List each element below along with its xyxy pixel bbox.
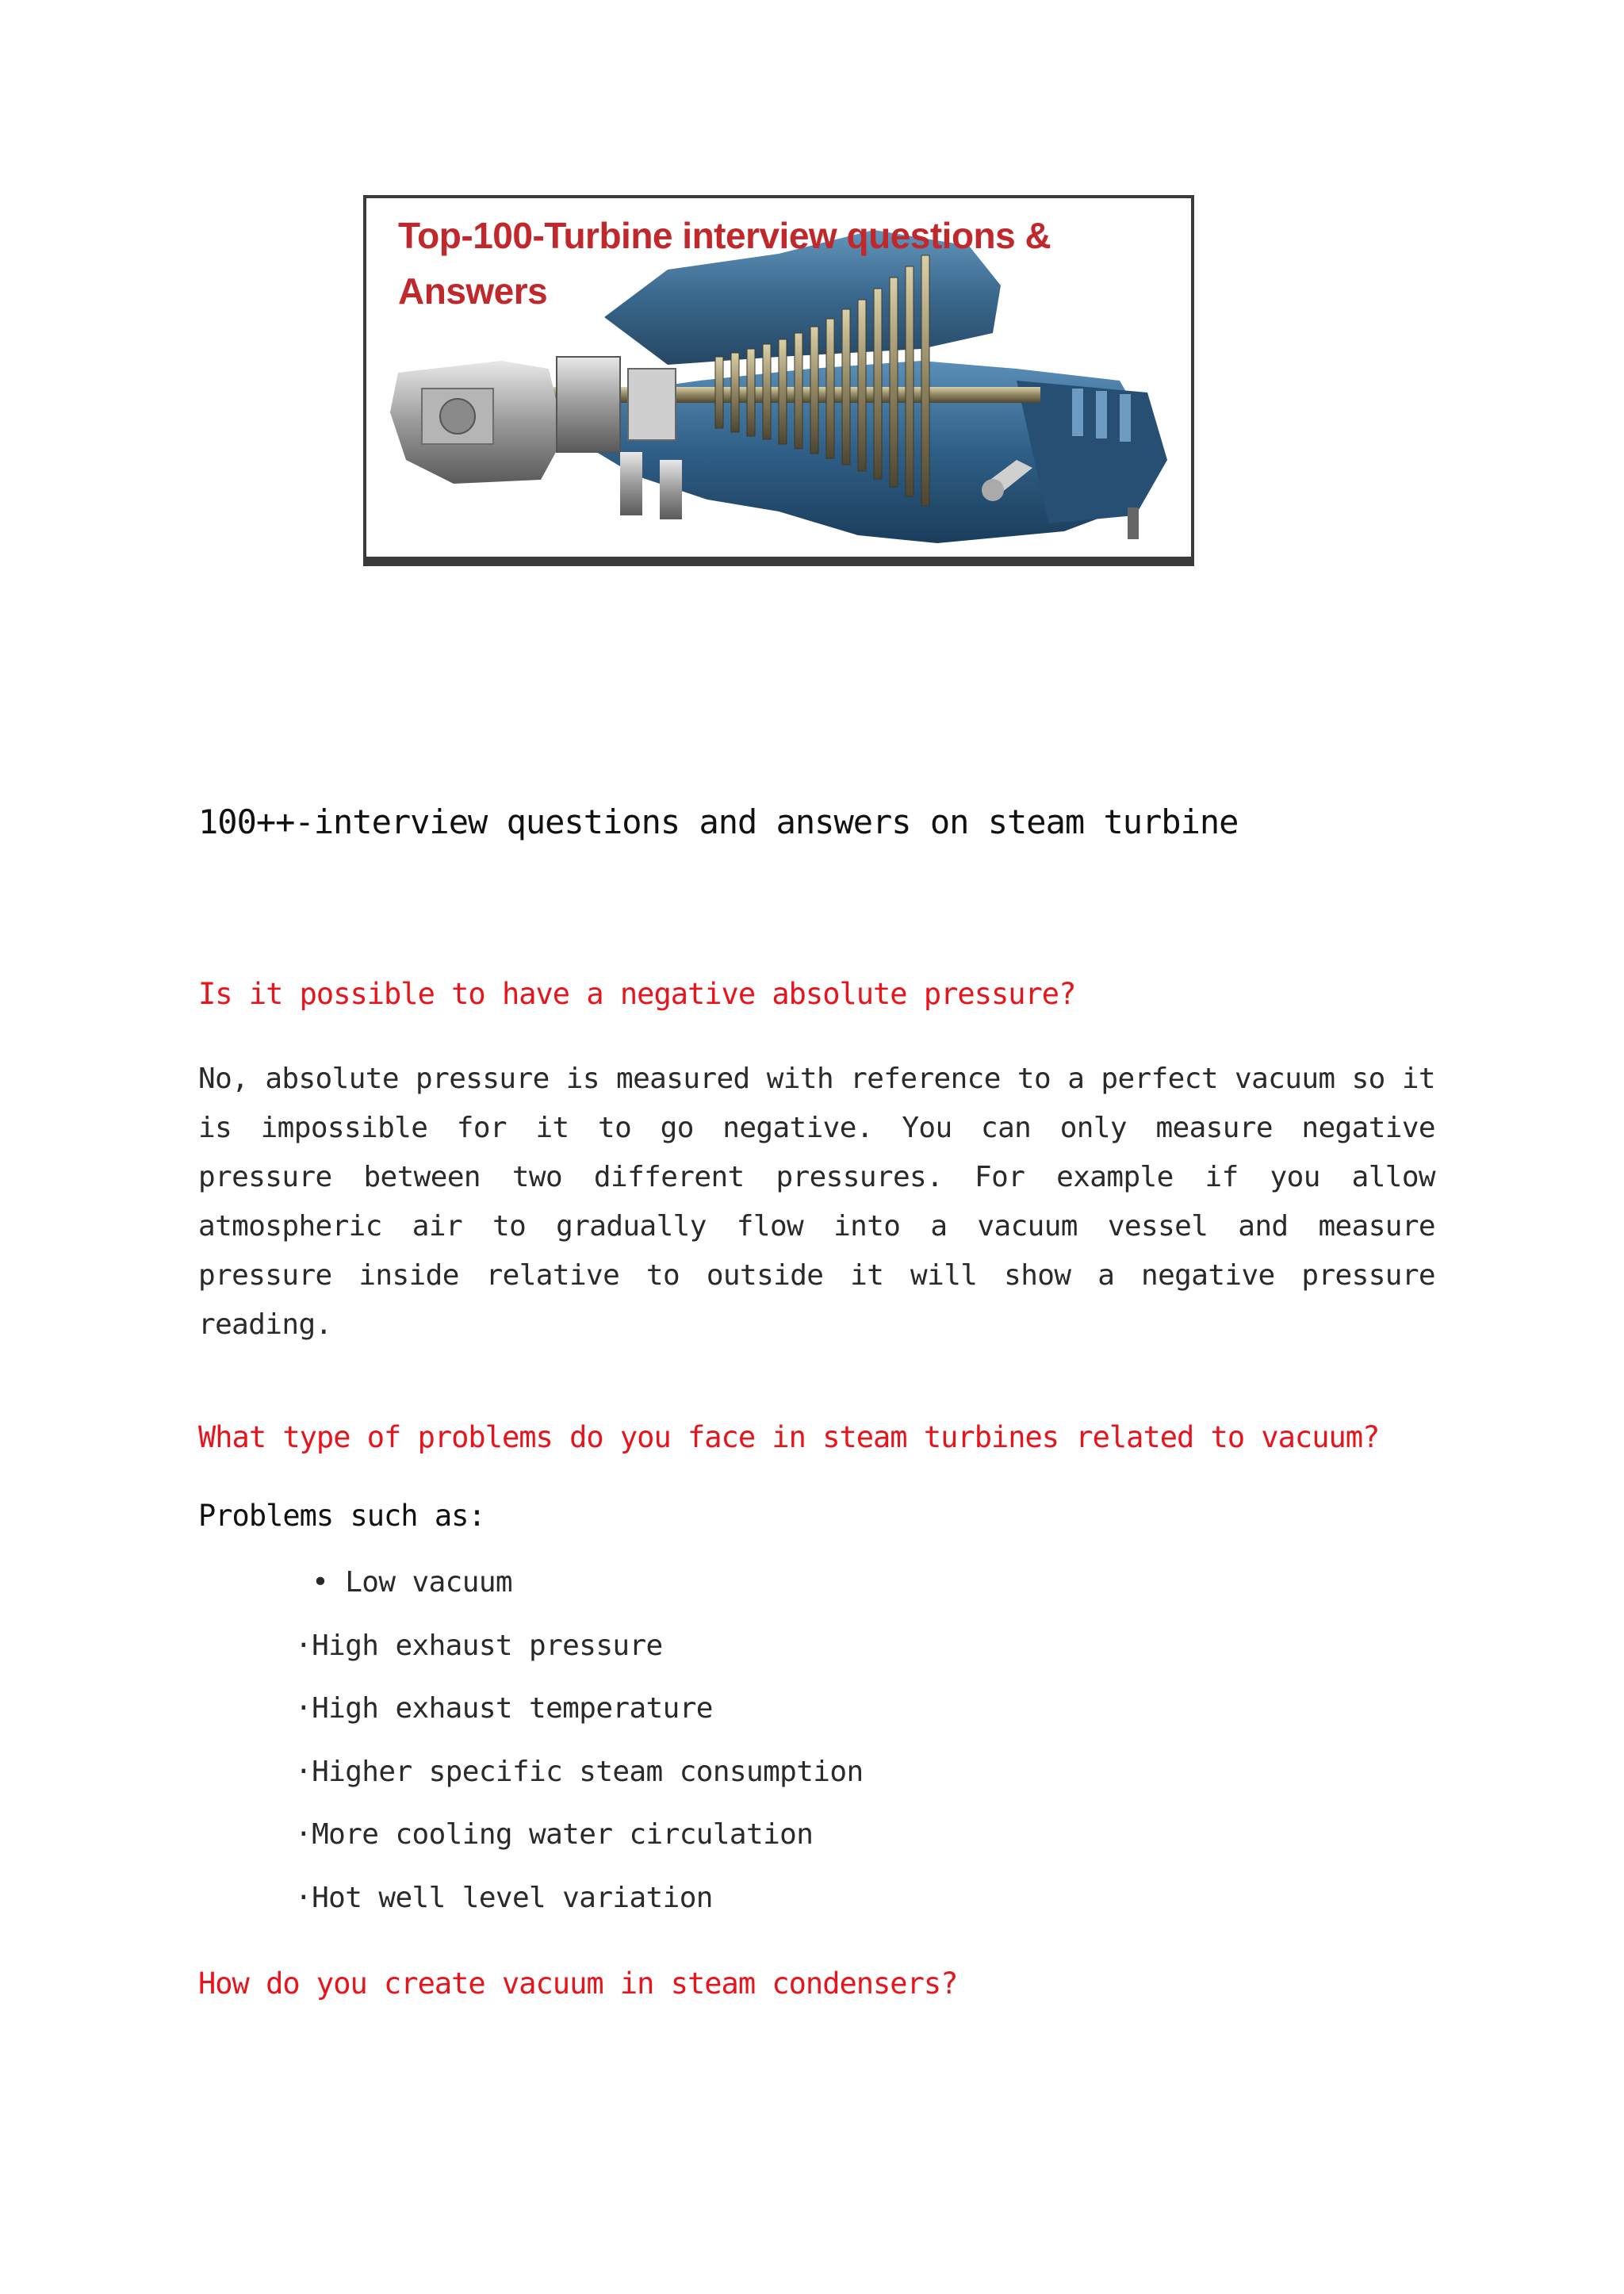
list-item-text: High exhaust temperature [312,1692,713,1725]
list-item [295,1879,864,1943]
bullet-icon: · [295,1881,312,1914]
list-item-text: More cooling water circulation [312,1818,814,1851]
problem-list [295,1564,864,1942]
bullet-icon: · [295,1818,312,1851]
question-2: What type of problems do you face in steam turbines related to vacuum? [198,1420,1380,1454]
list-item-text: Low vacuum [345,1566,512,1599]
bullet-icon: · [295,1755,312,1788]
bullet-icon: · [295,1692,312,1725]
list-item-text: Hot well level variation [312,1881,713,1914]
list-item-text: Higher specific steam consumption [312,1755,864,1788]
list-item [295,1564,864,1627]
list-item [295,1816,864,1879]
question-3: How do you create vacuum in steam condensers? [198,1967,958,2001]
banner-title-line-2: Answers [398,270,548,312]
banner-title-line-1: Top-100-Turbine interview questions & [398,215,1051,256]
answer-1: No, absolute pressure is measured with reference to a perfect vacuum so it is impossible for it to go negative. You can only measure negative pressure between two different pressures. For example if you allow atmospheric air to gradually flow into a vacuum vessel and measure pressure inside relative to outside it will show a negative pressure reading. [198,1063,1435,1341]
list-item [295,1753,864,1817]
question-1: Is it possible to have a negative absolute pressure? [198,977,1076,1011]
list-item-text: High exhaust pressure [312,1629,663,1662]
banner-title [398,208,1051,319]
list-item [295,1690,864,1753]
list-item [295,1627,864,1691]
problems-label: Problems such as: [198,1499,485,1533]
bullet-icon: · [295,1629,312,1662]
document-title: 100++-interview questions and answers on steam turbine [198,802,1239,841]
banner-image [363,195,1194,566]
bullet-icon: • [295,1566,346,1599]
